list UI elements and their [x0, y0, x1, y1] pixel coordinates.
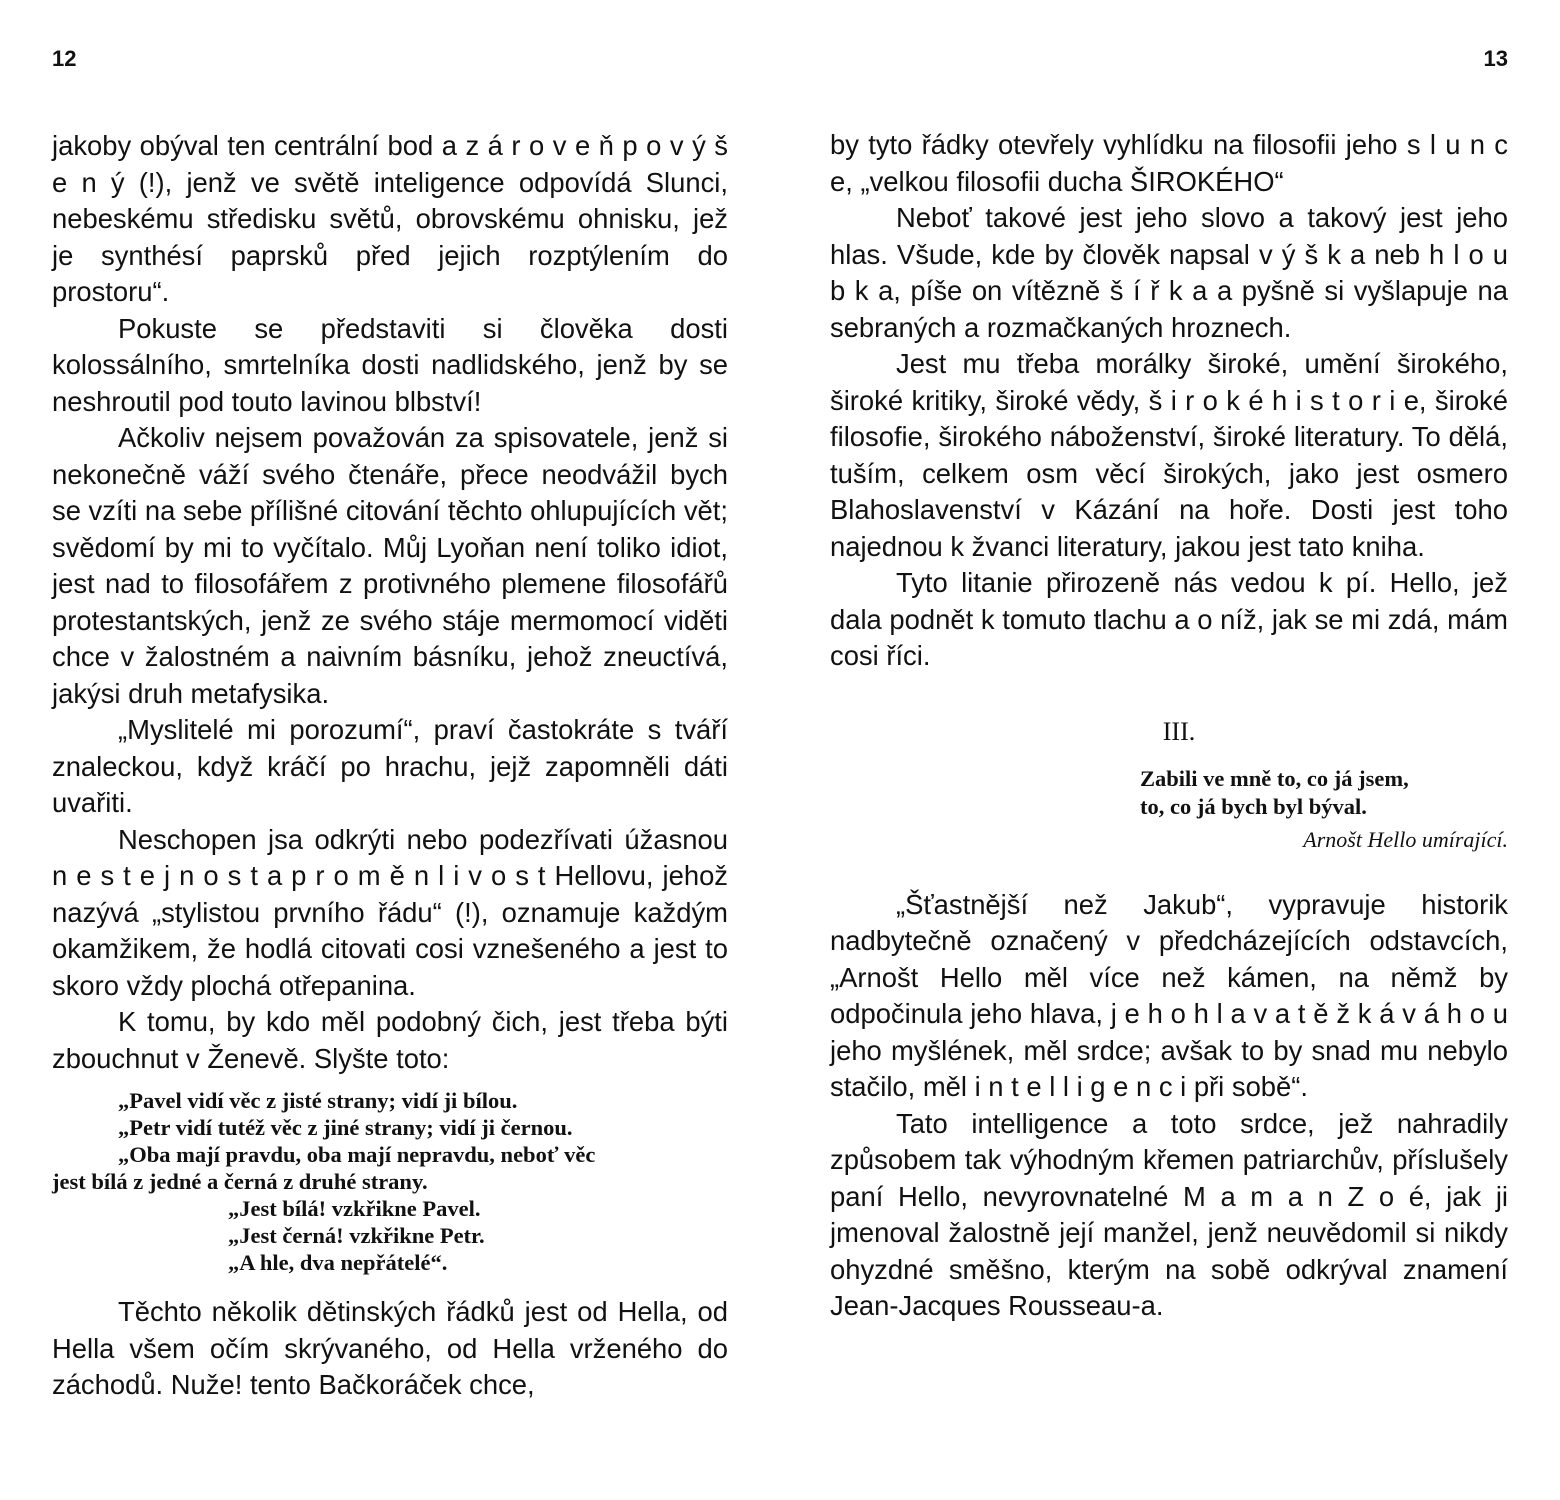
page-number-right: 13 — [1483, 46, 1508, 71]
page-number-left: 12 — [52, 46, 77, 71]
epigraph-attribution: Arnošt Hello umírající. — [1303, 826, 1508, 852]
quote-line: „Jest černá! vzkřikne Petr. — [228, 1223, 485, 1248]
paragraph: Neschopen jsa odkrýti nebo podezřívati úžasnou n e s t e j n o s t a p r o m ě n l i v o s t Hellovu, jehož nazývá „stylistou prvního řádu“ (!), oznamuje každým okamžikem, že hodlá citovati cosi vznešeného a jest to skoro vždy plochá otřepanina. — [52, 823, 728, 1001]
quote-line: „Oba mají pravdu, oba mají nepravdu, neboť věc — [118, 1142, 596, 1167]
paragraph: K tomu, by kdo měl podobný čich, jest třeba býti zbouchnut v Ženevě. Slyšte toto: — [52, 1006, 728, 1074]
paragraph: Ačkoliv nejsem považován za spisovatele, jenž si nekonečně váží svého čtenáře, přece neodvážil bych se vzíti na sebe přílišné citování těchto ohlupujících vět; svědomí by mi to vyčítalo. Můj Lyoňan není toliko idiot, jest nad to filosofářem z protivného plemene filosofářů protestantských, jenž ze svého stáje mermomocí viděti chce v žalostném a naivním básníku, jehož zneuctívá, jakýsi druh metafysika. — [52, 422, 729, 709]
chapter-heading: III. — [1162, 716, 1196, 746]
paragraph: Pokuste se představiti si člověka dosti kolossálního, smrtelníka dosti nadlidského, jenž by se neshroutil pod touto lavinou blbství! — [52, 312, 728, 417]
right-page — [830, 0, 1508, 1500]
paragraph: jakoby obýval ten centrální bod a z á r o v e ň p o v ý š e n ý (!), jenž ve světě inteligence odpovídá Slunci, nebeskému středisku světů, obrovskému ohnisku, jež je synthésí paprsků před jejich rozptýlením do prostoru“. — [52, 130, 728, 307]
left-page — [52, 0, 728, 1500]
paragraph: „Myslitelé mi porozumí“, praví častokráte s tváří znaleckou, když kráčí po hrachu, jejž zapomněli dáti uvařiti. — [52, 714, 728, 818]
epigraph-line: to, co já bych byl býval. — [1140, 793, 1367, 819]
paragraph: Tyto litanie přirozeně nás vedou k pí. Hello, jež dala podnět k tomuto tlachu a o níž, jak se mi zdá, mám cosi říci. — [830, 567, 1508, 671]
paragraph: Jest mu třeba morálky široké, umění širokého, široké kritiky, široké vědy, š i r o k é h i s t o r i e, široké filosofie, širokého náboženství, široké literatury. To dělá, tuším, celkem osm věcí širokých, jako jest osmero Blahoslavenství v Kázání na hoře. Dosti jest toho najednou k žvanci literatury, jakou jest tato kniha. — [830, 348, 1508, 562]
paragraph: „Šťastnější než Jakub“, vypravuje historik nadbytečně označený v předcházejících odstavcích, „Arnošt Hello měl více než kámen, na němž by odpočinula jeho hlava, j e h o h l a v a t ě ž k á v á h o u jeho myšlének, měl srdce; avšak to by snad mu nebylo stačilo, měl i n t e l l i g e n c i při sobě“. — [830, 888, 1508, 1102]
paragraph: by tyto řádky otevřely vyhlídku na filosofii jeho s l u n c e, „velkou filosofii ducha ŠIROKÉHO“ — [830, 129, 1508, 197]
quote-line: „Pavel vidí věc z jisté strany; vidí ji bílou. — [118, 1088, 518, 1113]
paragraph: Neboť takové jest jeho slovo a takový jest jeho hlas. Všude, kde by člověk napsal v ý š k a neb h l o u b k a, píše on vítězně š í ř k a a pyšně si vyšlapuje na sebraných a rozmačkaných hroznech. — [830, 202, 1508, 343]
epigraph-line: Zabili ve mně to, co já jsem, — [1140, 765, 1409, 791]
quote-line: „Jest bílá! vzkřikne Pavel. — [228, 1196, 481, 1221]
quote-line: jest bílá z jedné a černá z druhé strany. — [52, 1169, 428, 1194]
paragraph: Těchto několik dětinských řádků jest od Hella, od Hella všem očím skrývaného, od Hella vrženého do záchodů. Nuže! tento Bačkoráček chce, — [52, 1296, 728, 1400]
epigraph — [830, 765, 1508, 853]
quote-line: „A hle, dva nepřátelé“. — [228, 1250, 448, 1275]
right-page-body — [830, 127, 1508, 1325]
block-quote — [52, 1087, 728, 1276]
quote-line: „Petr vidí tutéž věc z jiné strany; vidí ji černou. — [118, 1115, 573, 1140]
paragraph: Tato intelligence a toto srdce, jež nahradily způsobem tak výhodným křemen patriarchův, příslušely paní Hello, nevyrovnatelné M a m a n Z o é, jak ji jmenoval žalostně její manžel, jenž neuvědomil si nikdy ohyzdné směšno, kterým na sobě odkrýval znamení Jean-Jacques Rousseau-a. — [830, 1107, 1508, 1321]
left-page-body — [52, 128, 728, 1404]
